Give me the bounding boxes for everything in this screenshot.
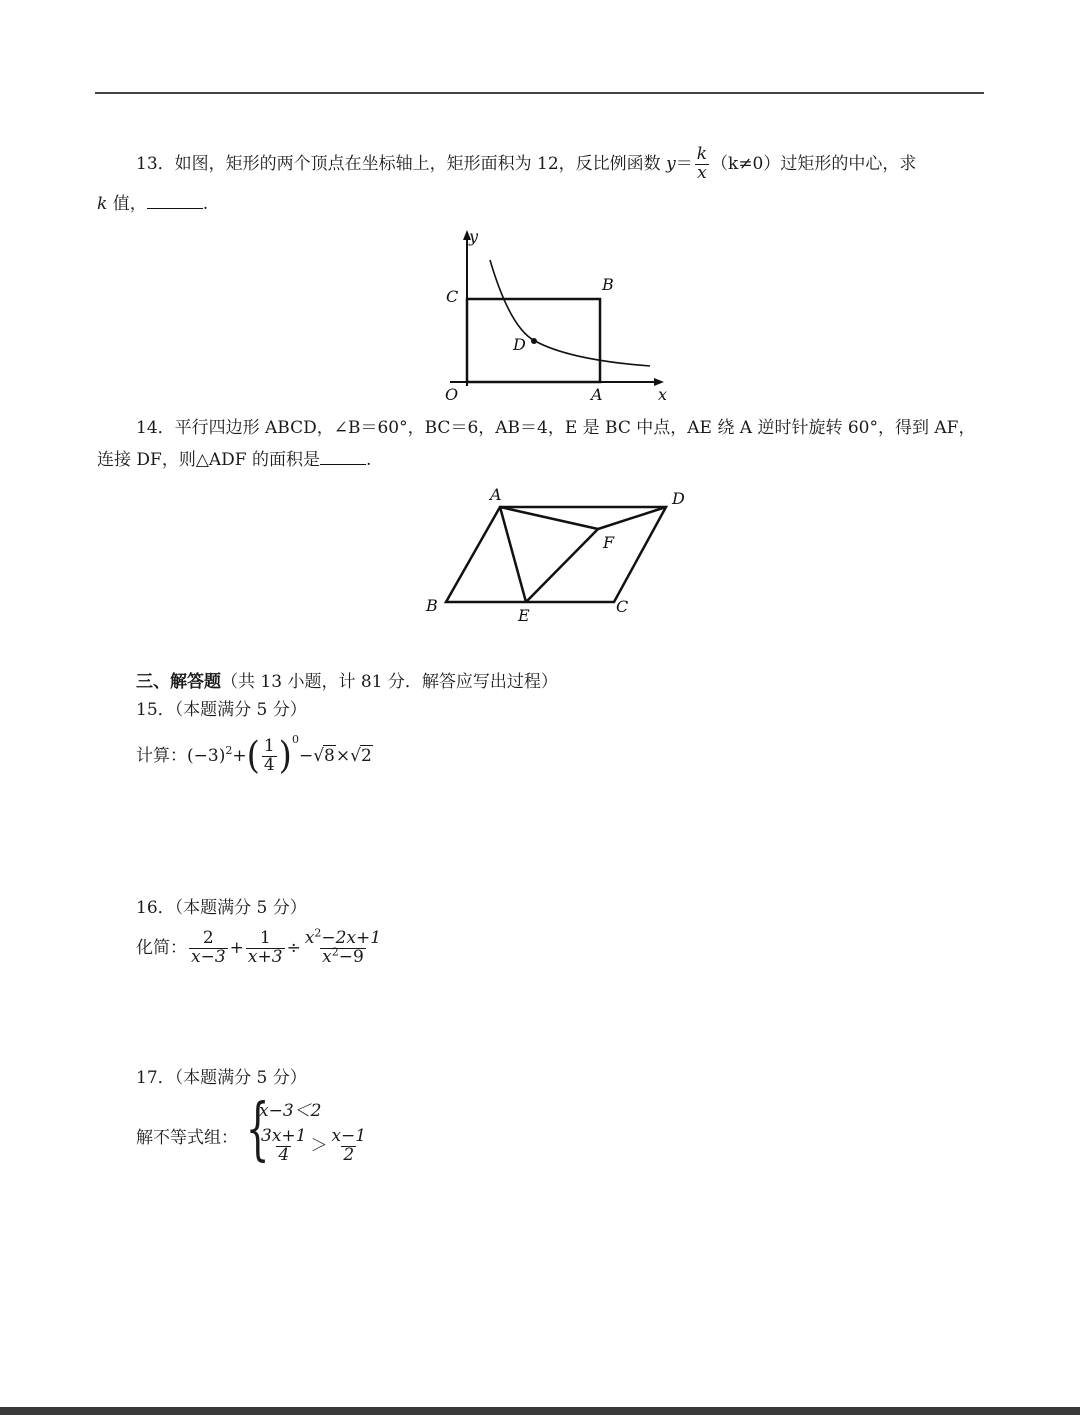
q15-radical-sign1: √ xyxy=(313,745,325,766)
q17-f2-num: x−1 xyxy=(331,1126,367,1146)
q14-text2: 连接 DF，则△ADF 的面积是 xyxy=(97,450,321,470)
section3-title: 三、解答题 xyxy=(136,672,221,692)
q15-frac-den: 4 xyxy=(263,754,275,775)
q13-line1 xyxy=(136,146,916,183)
q15-times: × xyxy=(335,745,351,766)
q16-f3-den-exp: 2 xyxy=(331,945,339,959)
fig14-segment-ef xyxy=(526,529,598,602)
q17-f1-den: 4 xyxy=(278,1144,290,1165)
section3-note: （共 13 小题，计 81 分．解答应写出过程） xyxy=(221,672,558,692)
q17-f2-den: 2 xyxy=(343,1144,355,1165)
q15-lparen: ( xyxy=(246,734,260,779)
q16-f3-den-rest: −9 xyxy=(338,946,364,967)
q15-minus: − xyxy=(298,745,314,766)
q15-radicand1: 8 xyxy=(324,745,335,766)
fig13-label-a: A xyxy=(591,385,603,404)
q16-plus: + xyxy=(229,937,244,958)
fig14-segment-ae xyxy=(500,507,526,602)
q15-term1: (−3) xyxy=(187,745,226,766)
q13-answer-blank[interactable] xyxy=(147,194,203,209)
fig13-label-c: C xyxy=(446,287,459,306)
q15-radicand2: 2 xyxy=(360,745,372,766)
q16-fraction2 xyxy=(246,930,285,967)
q14-period: . xyxy=(366,450,372,470)
q15-frac-exp: 0 xyxy=(291,732,299,746)
q16-f1-den: x−3 xyxy=(191,946,226,967)
q16-f1-num: 2 xyxy=(202,928,214,948)
fig14-label-e: E xyxy=(518,606,530,625)
fig14-label-a: A xyxy=(490,485,502,504)
q14-line1: 14．平行四边形 ABCD，∠B＝60°，BC＝6，AB＝4，E 是 BC 中点，AE 绕 A 逆时针旋转 60°，得到 AF， xyxy=(136,418,976,438)
q15-lead: 计算： xyxy=(136,745,187,766)
q16-f3-den xyxy=(320,945,366,967)
q13-fn-y: y xyxy=(666,153,676,174)
q13-condition: （k≠0）过矩形的中心，求 xyxy=(711,153,917,174)
top-rule xyxy=(95,92,984,94)
q13-fraction xyxy=(695,146,709,183)
q16-header: 16．（本题满分 5 分） xyxy=(136,898,307,918)
q15-header: 15．（本题满分 5 分） xyxy=(136,700,307,720)
q15-term1-exp: 2 xyxy=(225,744,233,758)
q13-frac-num: k xyxy=(696,144,708,164)
fig14-diagram xyxy=(420,484,700,626)
fig14-label-b: B xyxy=(426,596,438,615)
fig14-label-c: C xyxy=(616,597,629,616)
q17-gt: ＞ xyxy=(310,1135,328,1156)
q13-text: 如图，矩形的两个顶点在坐标轴上，矩形面积为 12，反比例函数 xyxy=(174,153,667,174)
q16-f2-num: 1 xyxy=(259,928,271,948)
fig13-label-y: y xyxy=(469,228,479,246)
q13-period: . xyxy=(202,194,209,214)
q16-lead: 化简： xyxy=(136,937,187,958)
q14-answer-blank[interactable] xyxy=(320,450,366,465)
fig13-label-x: x xyxy=(658,385,668,404)
q17-inequality1: x−3＜2 xyxy=(259,1101,322,1121)
section3-heading xyxy=(136,674,558,691)
q16-fraction1 xyxy=(189,930,228,967)
q17-f1-num: 3x+1 xyxy=(261,1126,307,1146)
q17-lead: 解不等式组： xyxy=(136,1128,238,1148)
q13-number: 13． xyxy=(136,153,175,174)
q13-k: k xyxy=(97,194,108,214)
bottom-bar xyxy=(0,1407,1080,1415)
q16-f3-num-rest: −2x+1 xyxy=(321,928,382,948)
q17-fraction2 xyxy=(329,1128,368,1165)
q13-frac-den: x xyxy=(697,162,707,183)
q16-f2-den: x+3 xyxy=(247,946,283,967)
q16-f3-num-var: x xyxy=(304,928,315,948)
fig13-label-b: B xyxy=(602,275,614,294)
q16-f3-den-var: x xyxy=(322,946,332,967)
q14-line2 xyxy=(97,450,371,469)
q16-f3-num xyxy=(303,926,383,948)
q15-radical-sign2: √ xyxy=(350,745,361,766)
fig14-label-d: D xyxy=(672,489,685,508)
q17-fraction1 xyxy=(259,1128,308,1165)
fig13-label-d: D xyxy=(513,335,526,354)
q16-div: ÷ xyxy=(286,937,301,958)
q16-f3-num-exp: 2 xyxy=(314,926,322,940)
fig14-parallelogram xyxy=(446,507,666,602)
q15-frac-num: 1 xyxy=(263,736,275,756)
fig13-point-d xyxy=(531,338,537,344)
q15-plus: + xyxy=(232,745,247,766)
q15-fraction xyxy=(262,738,277,775)
fig13-label-o: O xyxy=(445,385,459,404)
q13-fn-eq: ＝ xyxy=(675,153,693,174)
q16-fraction3 xyxy=(303,926,383,967)
q15-expression xyxy=(136,732,373,779)
q16-expression xyxy=(136,926,385,967)
q17-inequality2 xyxy=(257,1128,370,1165)
q13-line2 xyxy=(97,194,208,213)
q13-text2: 值， xyxy=(107,194,147,214)
q17-header: 17．（本题满分 5 分） xyxy=(136,1068,307,1088)
fig13-diagram xyxy=(440,228,680,408)
q17-brace: { xyxy=(245,1090,270,1169)
fig14-segment-af xyxy=(500,507,598,529)
fig14-label-f: F xyxy=(603,533,615,552)
q15-rparen: ) xyxy=(278,734,292,779)
